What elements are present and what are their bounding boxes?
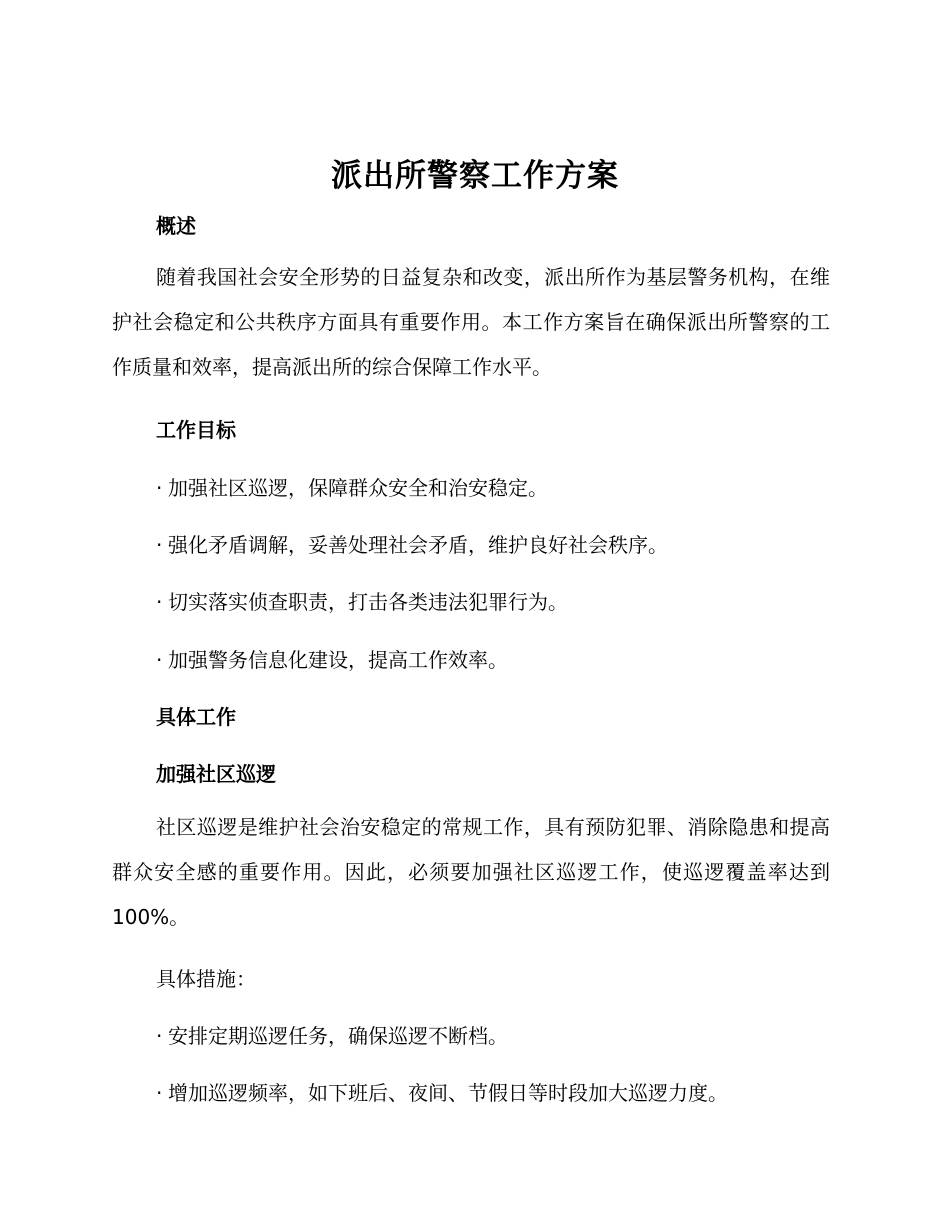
measures-label: 具体措施：: [156, 967, 256, 991]
measure-item-text: 安排定期巡逻任务，确保巡逻不断档。: [168, 1024, 508, 1048]
bullet-marker: ·: [156, 648, 163, 672]
section-heading-specific-work: 具体工作: [156, 705, 236, 729]
goal-item: [156, 529, 668, 558]
goal-item-text: 强化矛盾调解，妥善处理社会矛盾，维护良好社会秩序。: [168, 533, 668, 557]
goal-item-text: 切实落实侦查职责，打击各类违法犯罪行为。: [168, 590, 568, 614]
bullet-marker: ·: [156, 1024, 163, 1048]
bullet-marker: ·: [156, 590, 163, 614]
subsection-heading-patrol: 加强社区巡逻: [156, 762, 276, 786]
patrol-paragraph: 社区巡逻是维护社会治安稳定的常规工作，具有预防犯罪、消除隐患和提高群众安全感的重要作用。因此，必须要加强社区巡逻工作，使巡逻覆盖率达到100%。: [112, 815, 830, 929]
goal-item: [156, 644, 508, 673]
bullet-marker: ·: [156, 476, 163, 500]
measure-item-text: 增加巡逻频率，如下班后、夜间、节假日等时段加大巡逻力度。: [168, 1081, 728, 1105]
goal-item: [156, 586, 568, 615]
page-title: 派出所警察工作方案: [331, 158, 619, 194]
measure-item: [156, 1077, 728, 1106]
goal-item-text: 加强社区巡逻，保障群众安全和治安稳定。: [168, 476, 548, 500]
bullet-marker: ·: [156, 533, 163, 557]
section-heading-overview: 概述: [156, 214, 196, 238]
section-heading-goals: 工作目标: [156, 418, 236, 442]
goal-item-text: 加强警务信息化建设，提高工作效率。: [168, 648, 508, 672]
bullet-marker: ·: [156, 1081, 163, 1105]
overview-paragraph: 随着我国社会安全形势的日益复杂和改变，派出所作为基层警务机构，在维护社会稳定和公共秩序方面具有重要作用。本工作方案旨在确保派出所警察的工作质量和效率，提高派出所的综合保障工作水平。: [112, 265, 830, 379]
goal-item: [156, 472, 548, 501]
measure-item: [156, 1020, 508, 1049]
